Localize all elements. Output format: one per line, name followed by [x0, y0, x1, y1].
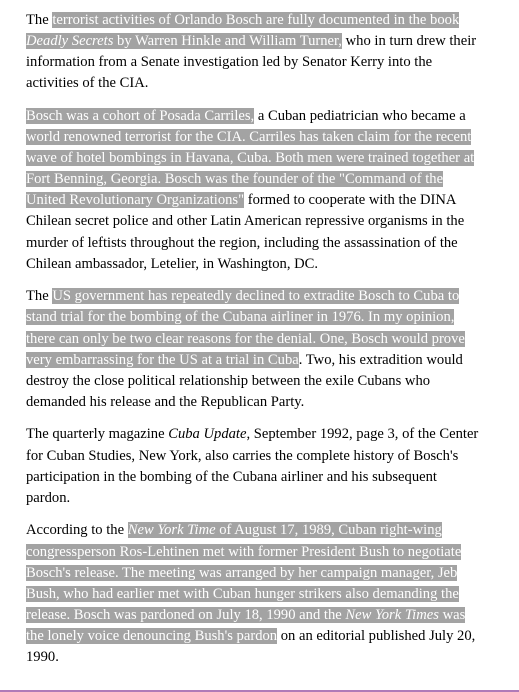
text-line: [26, 542, 504, 563]
text-line: [26, 584, 504, 605]
paragraph: [26, 424, 504, 508]
selected-text[interactable]: very embarrassing for the US at a trial in Cuba: [26, 351, 299, 368]
text-line: [26, 605, 504, 626]
selected-text[interactable]: there can only be two clear reasons for the denial. One, Bosch would prove: [26, 330, 465, 347]
text-line: [26, 563, 504, 584]
text-line: [26, 286, 504, 307]
text-line: [26, 106, 504, 127]
text-line: [26, 169, 504, 190]
text-line: [26, 307, 504, 328]
document-body: [26, 10, 504, 680]
text-span[interactable]: a Cuban pediatrician who became a: [254, 107, 466, 124]
text-line: [26, 520, 504, 541]
selected-text[interactable]: wave of hotel bombings in Havana, Cuba. Both men were trained together at: [26, 150, 475, 167]
text-line: [26, 467, 504, 488]
text-span[interactable]: demanded his release and the Republican Party.: [26, 393, 305, 410]
text-span[interactable]: formed to cooperate with the DINA: [244, 192, 457, 209]
selected-text[interactable]: of August 17, 1989, Cuban right-wing: [215, 522, 442, 539]
selected-text[interactable]: release. Bosch was pardoned on July 18, 1990 and the: [26, 606, 346, 623]
text-line: [26, 446, 504, 467]
text-line: [26, 127, 504, 148]
text-span[interactable]: activities of the CIA.: [26, 75, 149, 92]
selected-text[interactable]: stand trial for the bombing of the Cubana airliner in 1976. In my opinion,: [26, 309, 455, 326]
text-span[interactable]: information from a Senate investigation led by Senator Kerry into the: [26, 54, 433, 71]
text-span[interactable]: for Cuban Studies, New York, also carries the complete history of Bosch's: [26, 447, 459, 464]
text-span[interactable]: According to the: [26, 522, 128, 539]
text-span[interactable]: on an editorial published July 20,: [277, 627, 476, 644]
text-line: [26, 647, 504, 668]
selected-text[interactable]: Fort Benning, Georgia. Bosch was the founder of the "Command of the: [26, 171, 444, 188]
text-span[interactable]: 1990.: [26, 649, 59, 665]
text-line: [26, 233, 504, 254]
paragraph: [26, 106, 504, 275]
text-line: [26, 371, 504, 392]
text-line: [26, 148, 504, 169]
selected-text[interactable]: congressperson Ros-Lehtinen met with former President Bush to negotiate: [26, 543, 462, 560]
selected-text[interactable]: Deadly Secrets: [26, 33, 114, 50]
paragraph: [26, 286, 504, 413]
text-span[interactable]: destroy the close political relationship between the exile Cubans who: [26, 372, 431, 389]
text-span[interactable]: murder of leftists throughout the region, including the assassination of the: [26, 234, 458, 251]
text-span[interactable]: . Two, his extradition would: [298, 351, 463, 368]
selected-text[interactable]: New York Time: [127, 522, 216, 539]
text-span[interactable]: The quarterly magazine: [26, 426, 169, 443]
text-line: [26, 52, 504, 73]
text-span[interactable]: Cuba Update: [168, 426, 247, 443]
selected-text[interactable]: was: [438, 606, 466, 623]
selected-text[interactable]: terrorist activities of Orlando Bosch are fully documented in the book: [52, 12, 460, 28]
paragraph: [26, 10, 504, 94]
text-span[interactable]: who in turn drew their: [341, 33, 477, 50]
selected-text[interactable]: New York Times: [345, 606, 439, 623]
text-line: [26, 424, 504, 445]
text-line: [26, 190, 504, 211]
text-span[interactable]: participation in the bombing of the Cubana airliner and his subsequent: [26, 468, 437, 485]
text-span[interactable]: , September 1992, page 3, of the Center: [246, 426, 479, 443]
text-span[interactable]: Chilean secret police and other Latin American repressive organisms in the: [26, 213, 465, 230]
selected-text[interactable]: US government has repeatedly declined to extradite Bosch to Cuba to: [52, 288, 460, 305]
selected-text[interactable]: Bosch was a cohort of Posada Carriles,: [26, 107, 255, 124]
text-line: [26, 31, 504, 52]
paragraph: [26, 520, 504, 668]
text-span[interactable]: pardon.: [26, 489, 71, 506]
selected-text[interactable]: the lonely voice denouncing Bush's pardon: [26, 627, 278, 644]
text-line: [26, 350, 504, 371]
selected-text[interactable]: Bosch's release. The meeting was arranged by her campaign manager, Jeb: [26, 564, 458, 581]
selected-text[interactable]: United Revolutionary Organizations": [26, 192, 245, 209]
text-line: [26, 73, 504, 94]
selected-text[interactable]: world renowned terrorist for the CIA. Carriles has taken claim for the recent: [26, 129, 472, 146]
text-line: [26, 254, 504, 275]
selected-text[interactable]: by Warren Hinkle and William Turner,: [113, 33, 342, 50]
text-line: [26, 10, 504, 31]
text-span[interactable]: The: [26, 288, 53, 305]
text-line: [26, 392, 504, 413]
text-line: [26, 626, 504, 647]
text-line: [26, 329, 504, 350]
text-span[interactable]: Chilean ambassador, Letelier, in Washington, DC.: [26, 255, 319, 272]
text-span[interactable]: The: [26, 12, 53, 28]
text-line: [26, 211, 504, 232]
selected-text[interactable]: Bush, who had earlier met with Cuban hunger strikers also demanding the: [26, 585, 459, 602]
text-line: [26, 488, 504, 509]
